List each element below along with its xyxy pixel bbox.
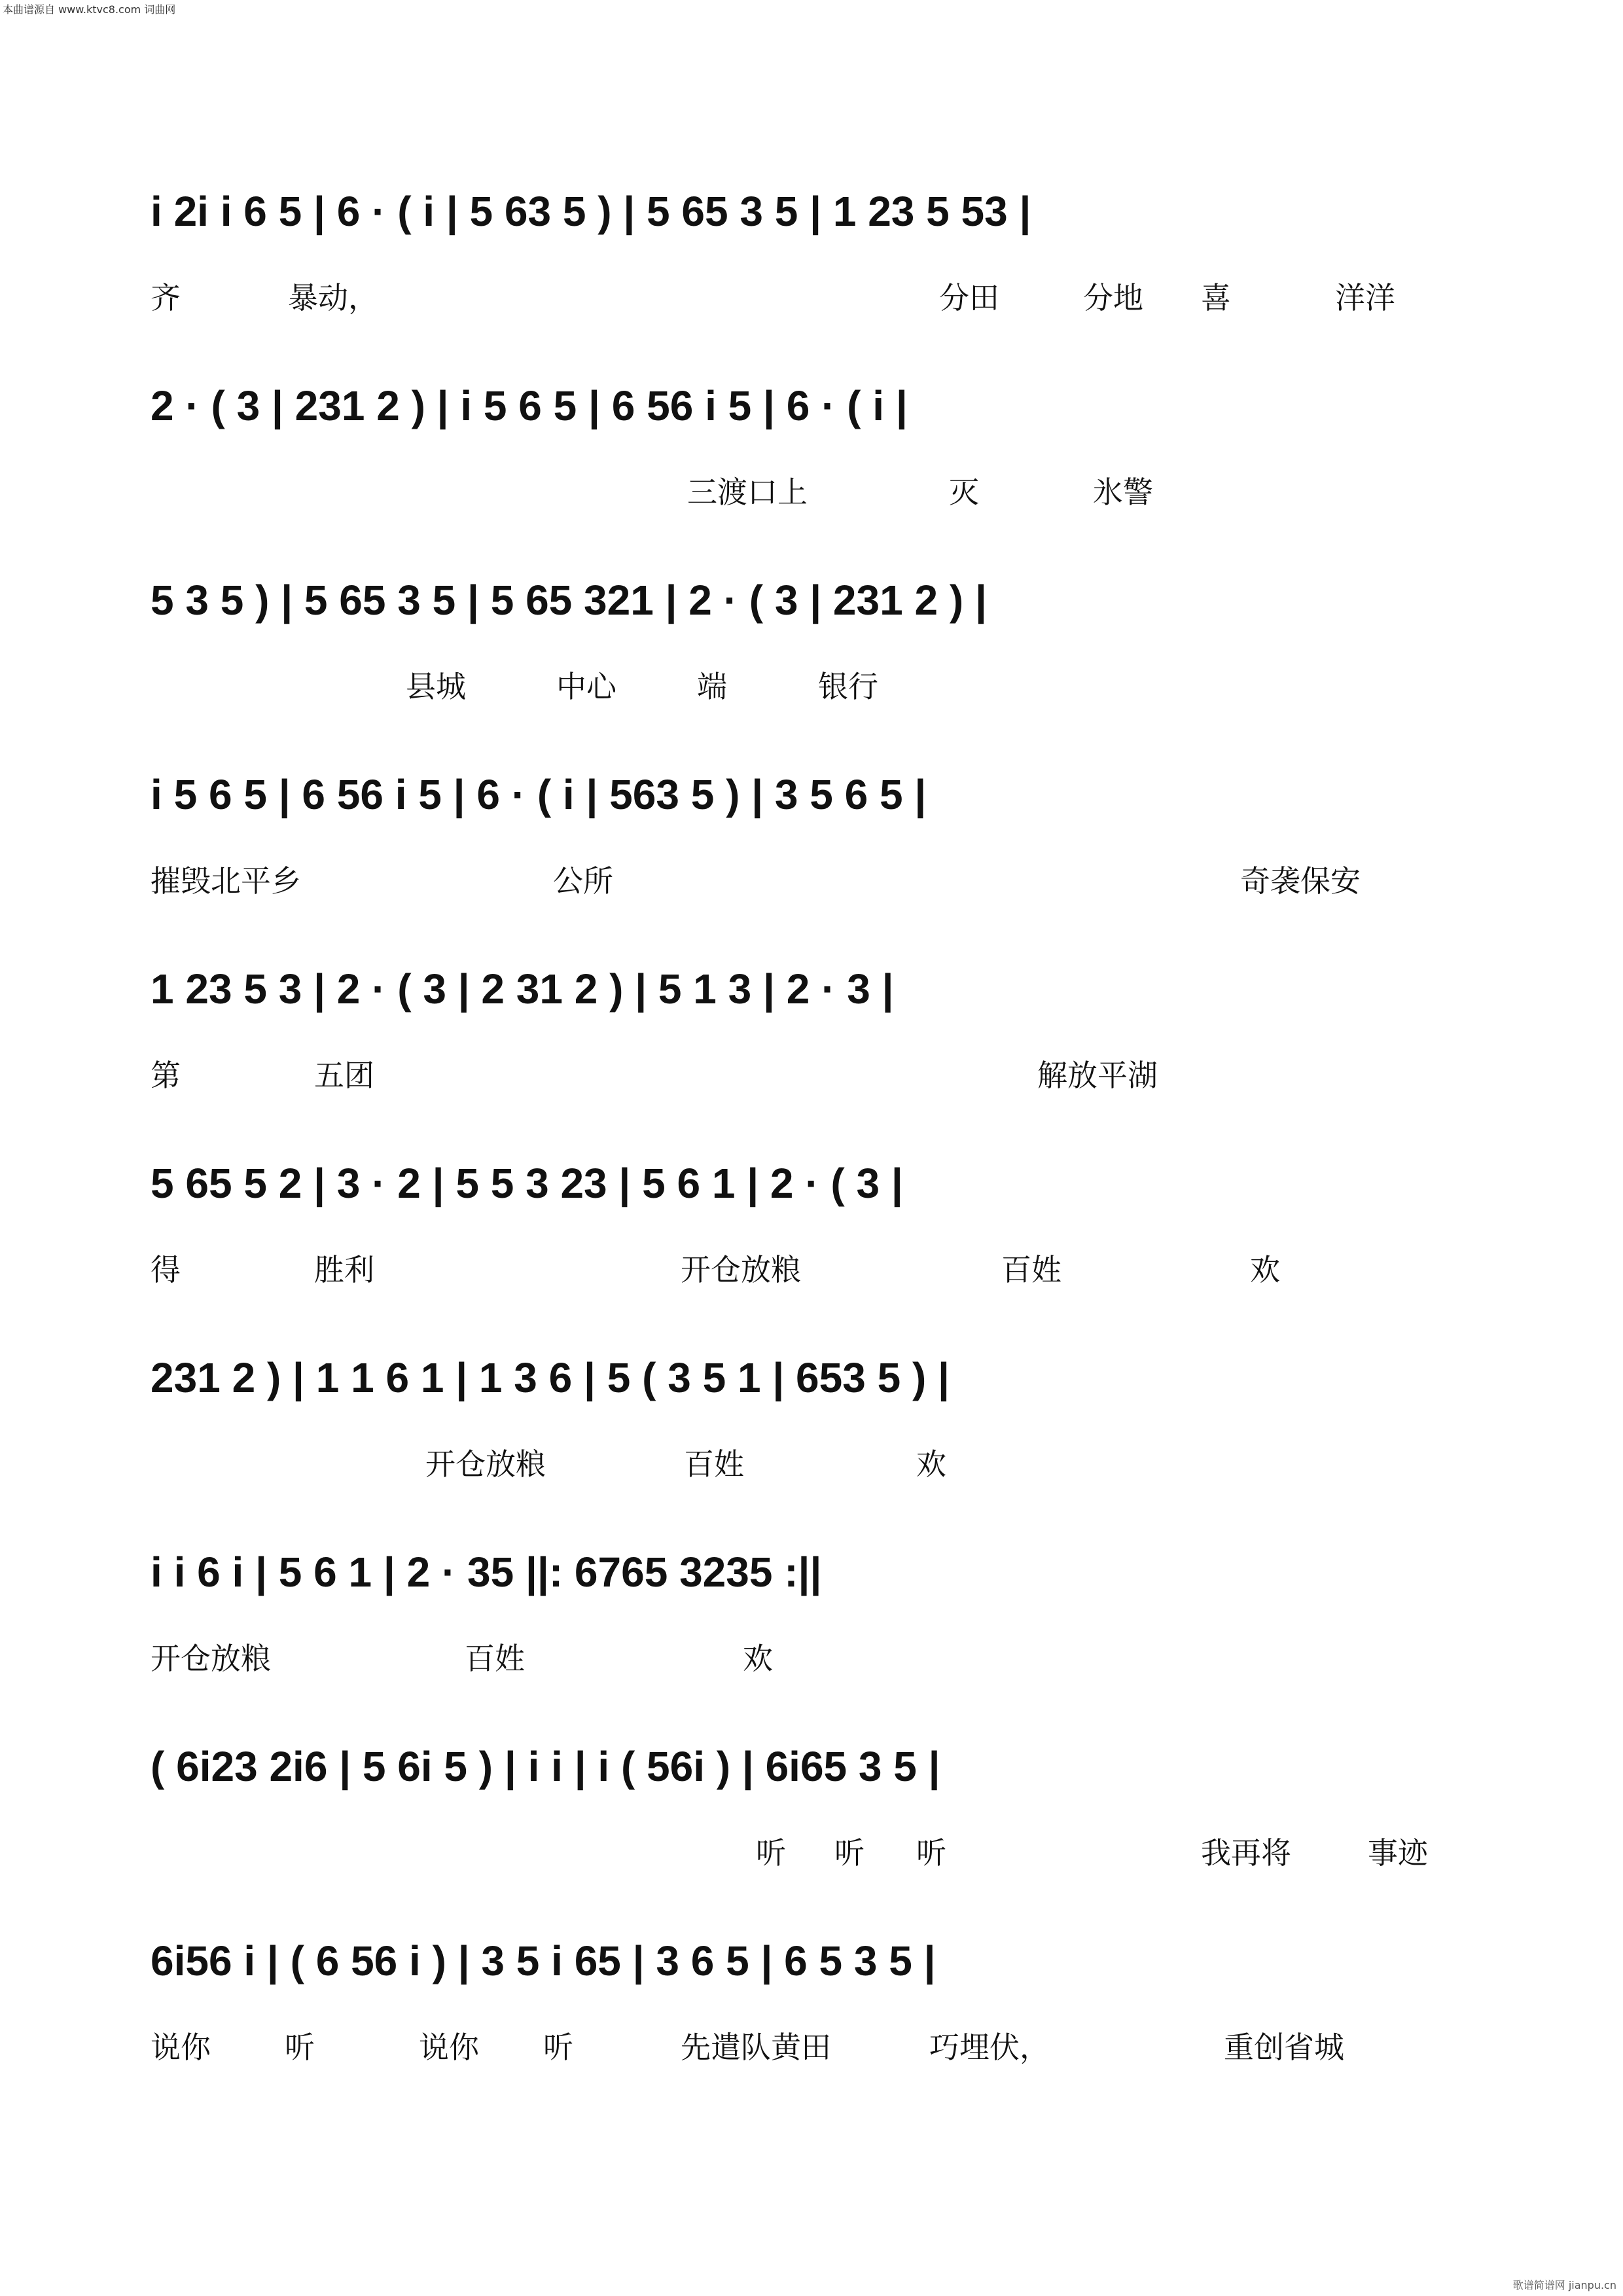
score-system xyxy=(151,1119,1479,1316)
lyric-word: 听 xyxy=(834,1835,865,1871)
lyric-word: 灭 xyxy=(949,475,979,510)
lyric-word: 说你 xyxy=(151,2030,211,2065)
notation-line: i 5 6 5 | 6 56 i 5 | 6 · ( i | 563 5 ) | 3 5 6 5 | xyxy=(151,771,927,818)
lyric-line xyxy=(151,473,1479,512)
notation-line: i i 6 i | 5 6 1 | 2 · 35 ||: 6765 3235 :|| xyxy=(151,1549,822,1596)
notation-line: 231 2 ) | 1 1 6 1 | 1 3 6 | 5 ( 3 5 1 | 653 5 ) | xyxy=(151,1354,950,1401)
lyric-line xyxy=(151,278,1479,317)
music-notation xyxy=(151,1314,1479,1425)
lyric-word: 三渡口上 xyxy=(687,475,808,510)
music-notation xyxy=(151,342,1479,453)
music-notation xyxy=(151,1897,1479,2008)
score-system xyxy=(151,730,1479,927)
lyric-word: 百姓 xyxy=(684,1446,744,1482)
music-notation xyxy=(151,536,1479,647)
header-note: 本曲谱源自 www.ktvc8.com 词曲网 xyxy=(3,3,176,16)
notation-line: 1 23 5 3 | 2 · ( 3 | 2 31 2 ) | 5 1 3 | 2 · 3 | xyxy=(151,965,894,1013)
lyric-line xyxy=(151,1056,1479,1095)
music-notation xyxy=(151,1119,1479,1230)
lyric-word: 开仓放粮 xyxy=(151,1641,271,1676)
lyric-word: 县城 xyxy=(406,669,466,704)
lyric-word: 听 xyxy=(543,2030,573,2065)
lyric-word: 得 xyxy=(151,1252,181,1287)
lyric-line xyxy=(151,1250,1479,1289)
lyric-word: 银行 xyxy=(818,669,878,704)
lyric-word: 五团 xyxy=(314,1058,374,1093)
score-system xyxy=(151,1702,1479,1899)
lyric-line xyxy=(151,1444,1479,1484)
lyric-word: 欢 xyxy=(743,1641,773,1676)
lyric-word: 喜 xyxy=(1201,280,1231,315)
notation-line: 5 3 5 ) | 5 65 3 5 | 5 65 321 | 2 · ( 3 | 231 2 ) | xyxy=(151,577,987,624)
lyric-word: 开仓放粮 xyxy=(425,1446,546,1482)
score-system xyxy=(151,925,1479,1121)
score-system xyxy=(151,1897,1479,2093)
lyric-word: 我再将 xyxy=(1201,1835,1291,1871)
music-notation xyxy=(151,147,1479,259)
lyric-word: 听 xyxy=(916,1835,946,1871)
notation-line: ( 6i23 2i6 | 5 6i 5 ) | i i | i ( 56i ) | 6i65 3 5 | xyxy=(151,1743,940,1790)
lyric-word: 齐 xyxy=(151,280,181,315)
score-system xyxy=(151,1508,1479,1704)
score-system xyxy=(151,536,1479,732)
lyric-word: 胜利 xyxy=(314,1252,374,1287)
lyric-word: 百姓 xyxy=(1001,1252,1061,1287)
lyric-word: 解放平湖 xyxy=(1037,1058,1158,1093)
lyric-word: 端 xyxy=(697,669,727,704)
music-notation xyxy=(151,730,1479,842)
lyric-word: 欢 xyxy=(916,1446,946,1482)
lyric-word: 暴动， xyxy=(288,280,378,315)
lyric-word: 重创省城 xyxy=(1224,2030,1344,2065)
lyric-word: 第 xyxy=(151,1058,181,1093)
lyric-line xyxy=(151,2028,1479,2067)
score-system xyxy=(151,1314,1479,1510)
notation-line: i 2i i 6 5 | 6 · ( i | 5 63 5 ) | 5 65 3 5 | 1 23 5 53 | xyxy=(151,188,1031,235)
lyric-line xyxy=(151,667,1479,706)
lyric-word: 巧埋伏， xyxy=(929,2030,1050,2065)
lyric-word: 欢 xyxy=(1250,1252,1280,1287)
lyric-word: 说你 xyxy=(419,2030,479,2065)
lyric-line xyxy=(151,1639,1479,1678)
music-notation xyxy=(151,1702,1479,1814)
lyric-line xyxy=(151,861,1479,901)
lyric-word: 公所 xyxy=(553,863,613,899)
lyric-word: 中心 xyxy=(556,669,616,704)
notation-line: 6i56 i | ( 6 56 i ) | 3 5 i 65 | 3 6 5 | 6 5 3 5 | xyxy=(151,1937,936,1984)
lyric-line xyxy=(151,1833,1479,1873)
lyric-word: 洋洋 xyxy=(1335,280,1395,315)
music-notation xyxy=(151,925,1479,1036)
lyric-word: 分地 xyxy=(1083,280,1143,315)
music-notation xyxy=(151,1508,1479,1619)
lyric-word: 百姓 xyxy=(465,1641,525,1676)
lyric-word: 先遣队黄田 xyxy=(681,2030,831,2065)
lyric-word: 听 xyxy=(756,1835,786,1871)
lyric-word: 摧毁北平乡 xyxy=(151,863,301,899)
lyric-word: 开仓放粮 xyxy=(681,1252,801,1287)
lyric-word: 事迹 xyxy=(1368,1835,1428,1871)
lyric-word: 奇袭保安 xyxy=(1240,863,1361,899)
score-system xyxy=(151,342,1479,538)
lyric-word: 分田 xyxy=(939,280,999,315)
lyric-word: 听 xyxy=(285,2030,315,2065)
lyric-word: 氷警 xyxy=(1093,475,1153,510)
footer-note: 歌谱简谱网 jianpu.cn xyxy=(1512,2279,1616,2291)
score-system xyxy=(151,147,1479,344)
notation-line: 2 · ( 3 | 231 2 ) | i 5 6 5 | 6 56 i 5 | 6 · ( i | xyxy=(151,382,908,429)
notation-line: 5 65 5 2 | 3 · 2 | 5 5 3 23 | 5 6 1 | 2 · ( 3 | xyxy=(151,1160,903,1207)
